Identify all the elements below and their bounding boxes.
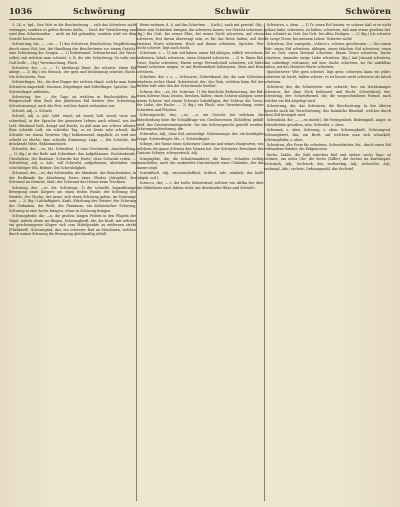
column-right xyxy=(264,23,391,501)
dictionary-entry: Schwörfinger, Mz., die drei Finger der rechten Hand, welche man beim Schwören emporhält: Daumen, Zeigefinger und Mittelfinger. Sprichw.: Die Schwörfinger aufheben. xyxy=(9,80,137,94)
dictionary-entry: Schwung, der; —es, Mz. Schwünge. 1) die schnelle, bogenförmige Bewegung eines Körpers um einen festen Punkt: der Schwung des Pendels, der Glocke, der Arme; sich einen Schwung geben; im Schwunge sein. — 2) (fig.) Lebhaftigkeit, Kraft, Erhebung des Geistes: der Schwung der Gedanken, der Rede, der Phantasie; ein dichterischer Schwung; Schwung in eine Sache bringen; etwas in Schwung bringen. xyxy=(9,185,137,213)
dictionary-entry: Schwörer, der, s. o. — Schworen, Schwörhand, die; die zum Schwören erhobene rechte Hand. Schwörstab, der; der Stab, welchen beim Eid der Richter hält oder den der Schwörende berührt. xyxy=(136,75,264,89)
dictionary-entry: Sechs, Zahlw., die Zahl zwischen fünf und sieben: sechs Tage; zu sechsen; um sechs Uhr; die Sechs (Ziffer); die Sechse im Kartenspiel. Sechsfach, Adj.; Sechseck, das; sechseckig, Adj.; sechserlei, Adj.; sechsmal, Adv.; sechste, Ordnungszahl; das Sechstel. xyxy=(263,152,391,171)
dictionary-entry: Schwören, v. — 1) intr. mit haben: einen Eid ablegen, eidlich versichern, betheuern; falsch schwören; einen Meineid schwören. — 2) tr. Einen Eid, Treue, Rache schwören; Einem ewige Freundschaft schwören; ich hätte darauf schwören mögen, es mit Bestimmtheit behaupten; Stein und Bein schwören. xyxy=(136,51,264,74)
dictionary-entry: Schwungfeder, die; —n, die großen, langen Federn in den Flügeln der Vögel, mittels deren sie fliegen. Schwungkraft, die; die Kraft, mit welcher ein geschwungener Körper sich vom Mittelpunkte zu entfernen strebt (Fliehkraft). Schwungrad, das; ein schweres Rad an Maschinen, welches durch seinen Schwung die Bewegung gleichmäßig erhält. xyxy=(9,213,137,237)
dictionary-entry: 3. 14. u. fgd.; Den Wirt in die Beschwörung ... sich das Schwören nicht vertragen; sondern es gelten Beweis dafür, ... Nach der Versicherung nun wird dem Schwörenden ... nicht im Eid gebunden, sondern wird vor dem Gericht beschworen. xyxy=(9,23,137,41)
dictionary-entry: Scirocco, der; — s, der heiße Südostwind, welcher von Afrika her über das Mittelmeer nach Italien weht, mit drückender Hitze und Schwüle. xyxy=(136,180,264,190)
dictionary-entry: Schwul, Adj., s. Schwül. xyxy=(12,109,53,114)
column-left xyxy=(9,23,136,501)
dictionary-entry: Schwulität, die; —, —en (niedr.), die Verlegenheit, Bedrängniß, Angst; in Schwulitäten gerathen, sein. Schwulst, s. oben. xyxy=(263,118,391,128)
text-columns xyxy=(9,23,391,501)
dictionary-entry: Weise nehmen, d. h. auf das Schwören ... (Luth.); auch mit persönl. Obj.: Einen zum Schwören bringen, ihn schwören lassen; vor Gericht schwören. (fig.) Bei Gott, bei seiner Ehre, bei seiner Seele schwören; auf etwas schwören, fest davon überzeugt sein, es für das Beste halten; auf des Meisters Worte schwören. Hoch und theuer schwören. Sprichw.: Wer leicht schwört, lügt auch leicht. xyxy=(136,23,264,51)
dictionary-entry: Schwulst, der; —es, Mz. Schwülste. 1) eine Geschwulst, Anschwellung. — 2) (fig.) in der Rede und Schreibart: das Aufgeblasene, Hochtrabende, Überladene, der Bombast; Schwulst der Worte; ohne Schwulst reden. — Schwülstig, Adj. u. Adv., voll Schwulst, aufgedunsen, überladen: ein schwülstiger Stil, Redner. Die Schwülstigkeit. xyxy=(9,147,137,170)
dictionary-entry: Scientifisch, Adj., wissenschaftlich. Scilicet, Adv., nämlich, das heißt (abgek. scil.). xyxy=(136,171,264,180)
header-left-catchword: Schwörung xyxy=(73,6,126,16)
dictionary-entry: Schwörung, die; — —en. — 1) das Schwören, Beschwören, Verpflichtung durch einen Eid; bes. die Handlung des Beschwörens vor einem Gericht, eine Schwörung der Zeugen. — 2) Eidesformel, Schwurformel, die Worte selbst, mit welchen man schwört, z. B. die alte Schwörung: So wahr mir Gott helfe ... (fig.) Verwünschung, Fluch. xyxy=(9,42,137,65)
dictionary-entry: Schwyz, der Name eines Schweizer Cantons und seines Hauptortes, von welchem die ganze Schweiz den Namen hat. Der Schwyzer, Bewohner des Cantons Schwyz; schwyzerisch, Adj. xyxy=(136,142,264,156)
header-right-catchword: Schwören xyxy=(345,6,391,16)
dictionary-entry: Schwur, der; —es, Mz. Schwüre. 1) die feierliche Betheuerung, der Eid: einen Schwur thun, leisten, brechen, halten; einen Schwur ablegen; unter einem Schwur; mit einem Schwure bekräftigen; der Schwur der Treue, der Liebe, der Rache. — 2) (fig.) ein Fluch, eine Verwünschung; unter Schwüren und Flüchen. xyxy=(136,89,264,113)
dictionary-entry: Schwund, s. oben. Schwung, s. oben. Schwungkraft, Schwungrad, Schwungbrett, das; ein Brett, auf welchem man sich schaukelt; Schwungfeder, s. oben. xyxy=(263,128,391,142)
dictionary-entry: Schwüren, alte Form für schwören. Schwurbrüder, Mz., durch einen Eid verbundene Brüder; die Eidgenossen. xyxy=(263,142,391,152)
page-number: 1036 xyxy=(9,6,33,16)
dictionary-entry: Schwund, der; —es, das Schwinden, die Abnahme, das Einschwinden; in der Heilkunde die Abzehrung, Darre eines Gliedes (Atrophie); der Schwund an Gewicht, Maß; der Schwund des Holzes beim Trocknen. xyxy=(9,171,137,185)
dictionary-entry: Schwurgericht, das; —es, —e, ein Gericht, bei welchem die Entscheidung über die Schuldfrage von Geschworenen (Schöffen) gefällt wird; das Geschworenengericht. Vor das Schwurgericht gestellt werden. Schwurgerichtssitzung, die. xyxy=(136,113,264,132)
dictionary-entry: Schwörer, der, die Schwörerin: wer schwört; bes. ein leichtsinniger Schwörer, der ohne Noth betheuert und flucht. Schwörbrief, der; Schwörtag, der; Schwörformel, die; die vorgeschriebene Formel, nach welcher ein Eid abgelegt wird. xyxy=(263,84,391,103)
dictionary-entry: Schwörung, die; das Schwören; die Beschwörung. In der älteren Sprache auch die Verschwörung, das heimliche Bündniß, welches durch einen Eid besiegelt wird. xyxy=(263,104,391,118)
dictionary-entry: Schwörtag, der; — die Tage, an welchen in Reichsstädten die Bürgerschaft dem Rath den jährlichen Eid leistete (der Schwörtag, Schwörmontag); auch das Fest, welches damit verbunden war. xyxy=(9,94,137,108)
dictionary-entry: Schwören, s. oben. — 1) Tr. einen Eid leisten: er schwor, daß er es nicht gethan habe; schwören, zu halten; schwören, daß man etwas gesehen hat. Man schwört zu Gott, bei Gott, bei allen Heiligen. — 2) (fig.) Ich schwöre dir ewige Treue; bei meinem Leben! Schwöre nicht! xyxy=(263,23,391,41)
dictionary-entry: Schwül, Adj. u. Adv. [altd. swuel; nd. swoel; holl. zwoel; verw. mit schwelen], in der Sprache des gemeinen Lebens auch schwul, von der Luft: drückend heiß, dumpf und feucht, so daß man nur schwer athmet: Eine schwüle Luft; ein schwüler Tag; es ist heute sehr schwül; die Schwüle vor einem Gewitter. (fig.) beklemmend, ängstlich; es wird mir schwül zu Muthe; eine schwüle Stimmung, Lage. — Die Schwüle, die drückende Hitze, Beklommenheit. xyxy=(9,114,137,147)
page-header xyxy=(9,6,391,20)
dictionary-entry: Schwurlos, Adj., ohne Eid, unbeeidigt. Schwurzeuge, der, ein beeidigter Zeuge. Schwurfinger, Mz., s. Schwörfinger. xyxy=(136,132,264,141)
dictionary-entry: Sciagraphie, die; die Schattenmalerei; die Kunst, Schatten richtig darzustellen; auch der senkrechte Durchschnitt eines Gebäudes, der das Innere zeigt. xyxy=(136,156,264,170)
header-center-catchword: Schwür xyxy=(214,6,250,16)
dictionary-entry: Schwörer, der; —s, —. 1) überhaupt Einer, der schwört, einen Eid ablegt. — 2) (fig.) ein Mensch, der gern und leichtsinnig schwört, flucht. Die Schwörerin, Fem. xyxy=(9,65,137,80)
dictionary-entry: Sprichwörter: Wer gern schwört, lügt gern; schwören kann ein jeder; schwören ist leicht, halten schwer; es ist besser nicht schwören als falsch schwören. xyxy=(263,70,391,84)
column-middle xyxy=(136,23,263,501)
dictionary-entry: Schwören, Ztw. unregelm., schwor u. schwur, geschworen. — Von einem Eide: einen Eid schwören, ablegen; einen falschen Eid schwören; einen Eid zu Gott, einen Meineid schwören. Einem Treue schwören; Rache schwören; einander ewige Liebe schwören. (fig.) Auf Jemand schwören, ihm unbedingt vertrauen; auf eine Sache schwören, sie für unfehlbar halten; auf des Meisters Worte schwören. xyxy=(263,42,391,70)
